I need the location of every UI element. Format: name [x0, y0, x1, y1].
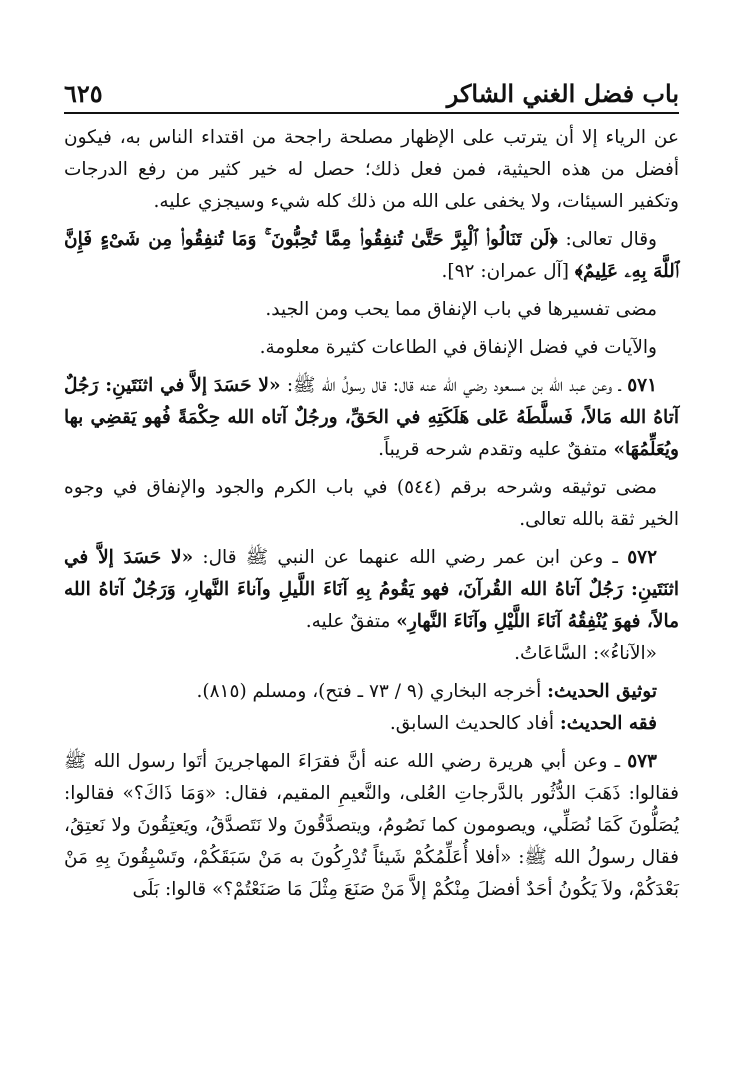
- chapter-title: باب فضل الغني الشاكر: [446, 79, 679, 108]
- paragraph-fiqh: [64, 708, 679, 740]
- tawthiq-text: أخرجه البخاري (٩ / ٧٣ ـ فتح)، ومسلم (٨١٥).: [196, 681, 548, 702]
- hadith-number: ٥٧٢: [627, 547, 658, 568]
- quran-verse: ﴿لَن تَنَالُوا۟ ٱلْبِرَّ حَتَّىٰ تُنفِقُوا۟ مِمَّا تُحِبُّونَ ۚ وَمَا تُنفِقُوا۟ مِن شَىْءٍ فَإِنَّ ٱللَّهَ بِهِۦ عَلِيمٌ﴾: [64, 229, 679, 282]
- tawthiq-label: توثيق الحديث:: [547, 681, 657, 702]
- hadith-text: ـ وعن أبي هريرة رضي الله عنه أنَّ فقرَاءَ المهاجرينَ أتَوا رسول الله ﷺ فقالوا: ذَهَبَ الدُّثُور بالدَّرجاتِ العُلى، والنَّعيمِ المقيم، فقال: «وَمَا ذَاكَ؟» فقالوا: يُصَلُّونَ كَمَا نُصَلِّي، ويصومون كما نَصُومُ، ويتصدَّقُونَ ولا نَتَصدَّقُ، ويَعتِقُونَ ولا نَعتِقُ، فقال رسولُ الله ﷺ: «أفلا أُعَلِّمُكُمْ شَيئاً تُدْرِكُونَ به مَنْ سَبَقَكُمْ، وتَسْبِقُونَ بِهِ مَنْ بَعْدَكُمْ، ولاَ يَكُونُ أحَدٌ أفضلَ مِنْكُمْ إلاَّ مَنْ صَنَعَ مِثْلَ مَا صَنَعْتُمْ؟» قالوا: بَلَى: [64, 751, 679, 900]
- hadith-matn: «لا حَسَدَ إلاَّ في اثنَتَينِ: رَجُلٌ آتاهُ الله مَالاً، فَسلَّطَهُ عَلى هَلَكَتِهِ في الحَقِّ، ورجُلٌ آتاه الله حِكْمَةً فُهو يَقضِي بها ويُعَلِّمُهَا»: [64, 375, 679, 460]
- verse-intro: وقال تعالى:: [557, 229, 657, 250]
- fiqh-label: فقه الحديث:: [559, 713, 657, 734]
- hadith-572: [64, 542, 679, 638]
- hadith-matn: «لا حَسَدَ إلاَّ في اثنَتَينِ: رَجُلٌ آتاهُ الله القُرآنَ، فهو يَقُومُ بِهِ آنَاءَ اللَّيلِ وآناءَ النَّهارِ، وَرَجُلٌ آتاهُ الله مالاً، فهوَ يُنْفِقُهُ آنَاءَ اللَّيْلِ وآنَاءَ النَّهارِ»: [64, 547, 679, 632]
- page-body: [64, 122, 679, 906]
- paragraph-commentary: عن الرياء إلا أن يترتب على الإظهار مصلحة راجحة من اقتداء الناس به، فيكون أفضل من هذه الحيثية، فمن فعل ذلك؛ حصل له خير كثير من رفع الدرجات وتكفير السيئات، ولا يخفى على الله من ذلك كله شيء وسيجزي عليه.: [64, 127, 679, 212]
- hadith-573: [64, 746, 679, 906]
- page-header: [64, 68, 679, 114]
- page-number: ٦٢٥: [64, 79, 103, 108]
- hadith-takhrij: متفقٌ عليه.: [305, 611, 397, 632]
- hadith-isnad: ـ وعن ابن عمر رضي الله عنهما عن النبي ﷺ قال:: [193, 547, 628, 568]
- paragraph-verse: [64, 224, 679, 288]
- paragraph-gloss: «الآناءُ»: السَّاعَاتُ.: [514, 643, 657, 664]
- hadith-571: [64, 370, 679, 466]
- verse-reference: [آل عمران: ٩٢].: [441, 261, 575, 282]
- paragraph-tafsir-note: مضى تفسيرها في باب الإنفاق مما يحب ومن الجيد.: [265, 299, 657, 320]
- paragraph-tawthiq: [64, 676, 679, 708]
- hadith-number: ٥٧١: [627, 375, 658, 396]
- hadith-isnad: ـ وعن عبد الله بن مسعود رضي الله عنه قال: قال رسولُ الله ﷺ:: [280, 375, 628, 396]
- paragraph-tawthiq-note: مضى توثيقه وشرحه برقم (٥٤٤) في باب الكرم والجود والإنفاق في وجوه الخير ثقة بالله تعالى.: [64, 477, 679, 530]
- paragraph-ayat-note: والآيات في فضل الإنفاق في الطاعات كثيرة معلومة.: [259, 337, 657, 358]
- fiqh-text: أفاد كالحديث السابق.: [389, 713, 560, 734]
- hadith-takhrij: متفقٌ عليه وتقدم شرحه قريباً.: [378, 439, 614, 460]
- hadith-number: ٥٧٣: [627, 751, 657, 772]
